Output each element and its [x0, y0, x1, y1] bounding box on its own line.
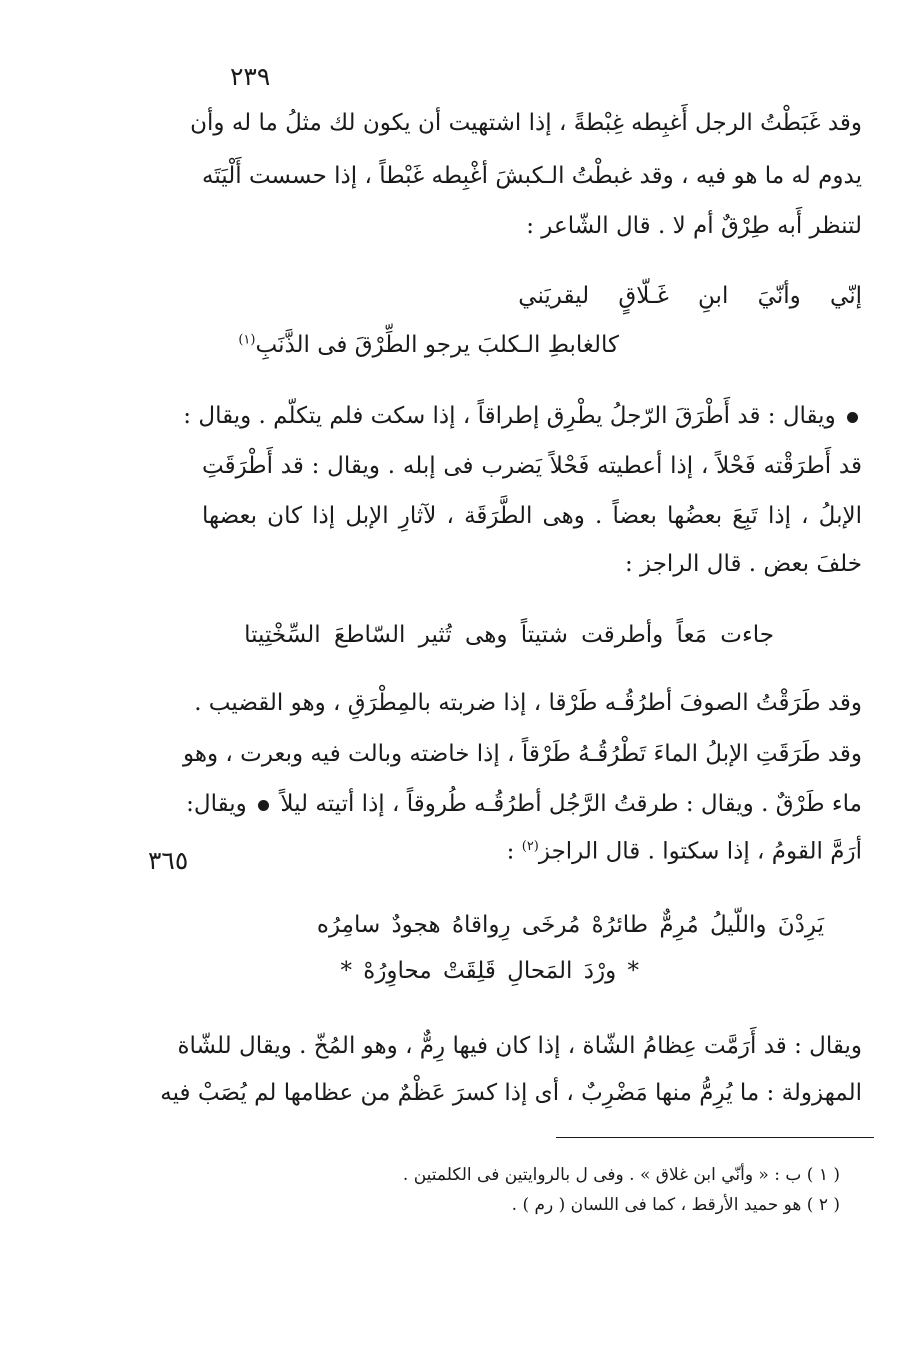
paragraph-3-line-1: وقد طَرَقْتُ الصوفَ أطرُقُـه طَرْقا ، إذا ضربته بالمِطْرَقِ ، وهو القضيب .	[194, 690, 862, 716]
footnote-1: ( ١ ) ب : « وأنّي ابن غلاق » . وفى ل بالروايتين فى الكلمتين .	[402, 1165, 840, 1185]
paragraph-3-line-4-text: أرَمَّ القومُ ، إذا سكتوا . قال الراجز	[538, 838, 862, 865]
section-bullet-icon	[847, 412, 858, 423]
verse-3-line-2: * ورْدَ المَحالِ قَلِقَتْ محاوِرُهْ *	[340, 958, 639, 984]
paragraph-3-line-3-end: ويقال:	[186, 791, 247, 817]
paragraph-1-line-2: يدوم له ما هو فيه ، وقد غبطْتُ الـكبشَ أغْبِطه غَبْطاً ، إذا حسست أَلْيَتَه	[202, 163, 862, 189]
paragraph-1-line-3: لتنظر أَبه طِرْقٌ أم لا . قال الشّاعر :	[526, 213, 862, 239]
paragraph-4-line-2: المهزولة : ما يُرِمُّ منها مَضْرِبٌ ، أى إذا كسرَ عَظْمٌ من عظامها لم يُصَبْ فيه	[160, 1080, 862, 1106]
paragraph-3-line-2: وقد طَرَقَتِ الإبلُ الماءَ تَطْرُقُـهُ طَرْقاً ، إذا خاضته وبالت فيه وبعرت ، وهو	[183, 741, 862, 767]
footnote-divider	[556, 1137, 874, 1138]
footnote-2: ( ٢ ) هو حميد الأرقط ، كما فى اللسان ( رم ) .	[511, 1195, 840, 1215]
page-number-top: ٢٣٩	[230, 62, 271, 91]
paragraph-3-line-3-text: ماء طَرْقٌ . ويقال : طرقتُ الرَّجُل أطرُقُـه طُروقاً ، إذا أتيته ليلاً	[280, 791, 862, 817]
paragraph-1-line-1: وقد غَبَطْتُ الرجل أَغبِطه غِبْطةً ، إذا اشتهيت أن يكون لك مثلُ ما له وأن	[190, 110, 862, 136]
paragraph-2-line-4: خلفَ بعض . قال الراجز :	[624, 551, 862, 577]
paragraph-3-line-4	[202, 840, 862, 864]
footnote-ref-1: (١)	[238, 332, 256, 348]
verse-3-line-1: يَرِدْنَ واللّيلُ مُرِمٌّ طائرُهْ مُرخَى رِواقاهُ هجودٌ سامِرُه	[316, 912, 824, 938]
paragraph-2-line-2: قد أَطرَقْته فَحْلاً ، إذا أعطيته فَحْلاً يَضرب فى إبله . ويقال : قد أَطْرَقَتِ	[202, 453, 862, 479]
footnote-ref-2: (٢)	[521, 839, 539, 854]
paragraph-2-line-1	[183, 403, 862, 429]
paragraph-2-line-1-text: ويقال : قد أَطْرَقَ الرّجلُ يطْرِق إطراقاً ، إذا سكت فلم يتكلّم . ويقال :	[183, 403, 836, 429]
verse-1-line-2	[238, 332, 619, 358]
verse-2: جاءت مَعاً وأطرقت شتيتاً وهى تُثير السّاطعَ السِّخْتِيتا	[244, 622, 774, 648]
section-bullet-icon	[258, 800, 269, 811]
paragraph-3-line-3	[186, 791, 862, 817]
paragraph-4-line-1: ويقال : قد أَرَمَّت عِظامُ الشّاة ، إذا كان فيها رِمٌّ ، وهو المُخّ . ويقال للشّاة	[177, 1033, 862, 1059]
page-number-side: ٣٦٥	[148, 846, 189, 875]
verse-1-line-2-text: كالغابطِ الـكلبَ يرجو الطِّرْقَ فى الذَّنَبِ	[255, 332, 619, 358]
verse-1-line-1: إنّي وأنّيَ ابنِ غَـلّاقٍ ليقريَني	[518, 283, 862, 309]
paragraph-3-line-4-colon: :	[506, 838, 515, 865]
paragraph-2-line-3: الإبلُ ، إذا تَبِعَ بعضُها بعضاً . وهى الطَّرَقَة ، لآثارِ الإبل إذا كان بعضها	[202, 503, 862, 529]
